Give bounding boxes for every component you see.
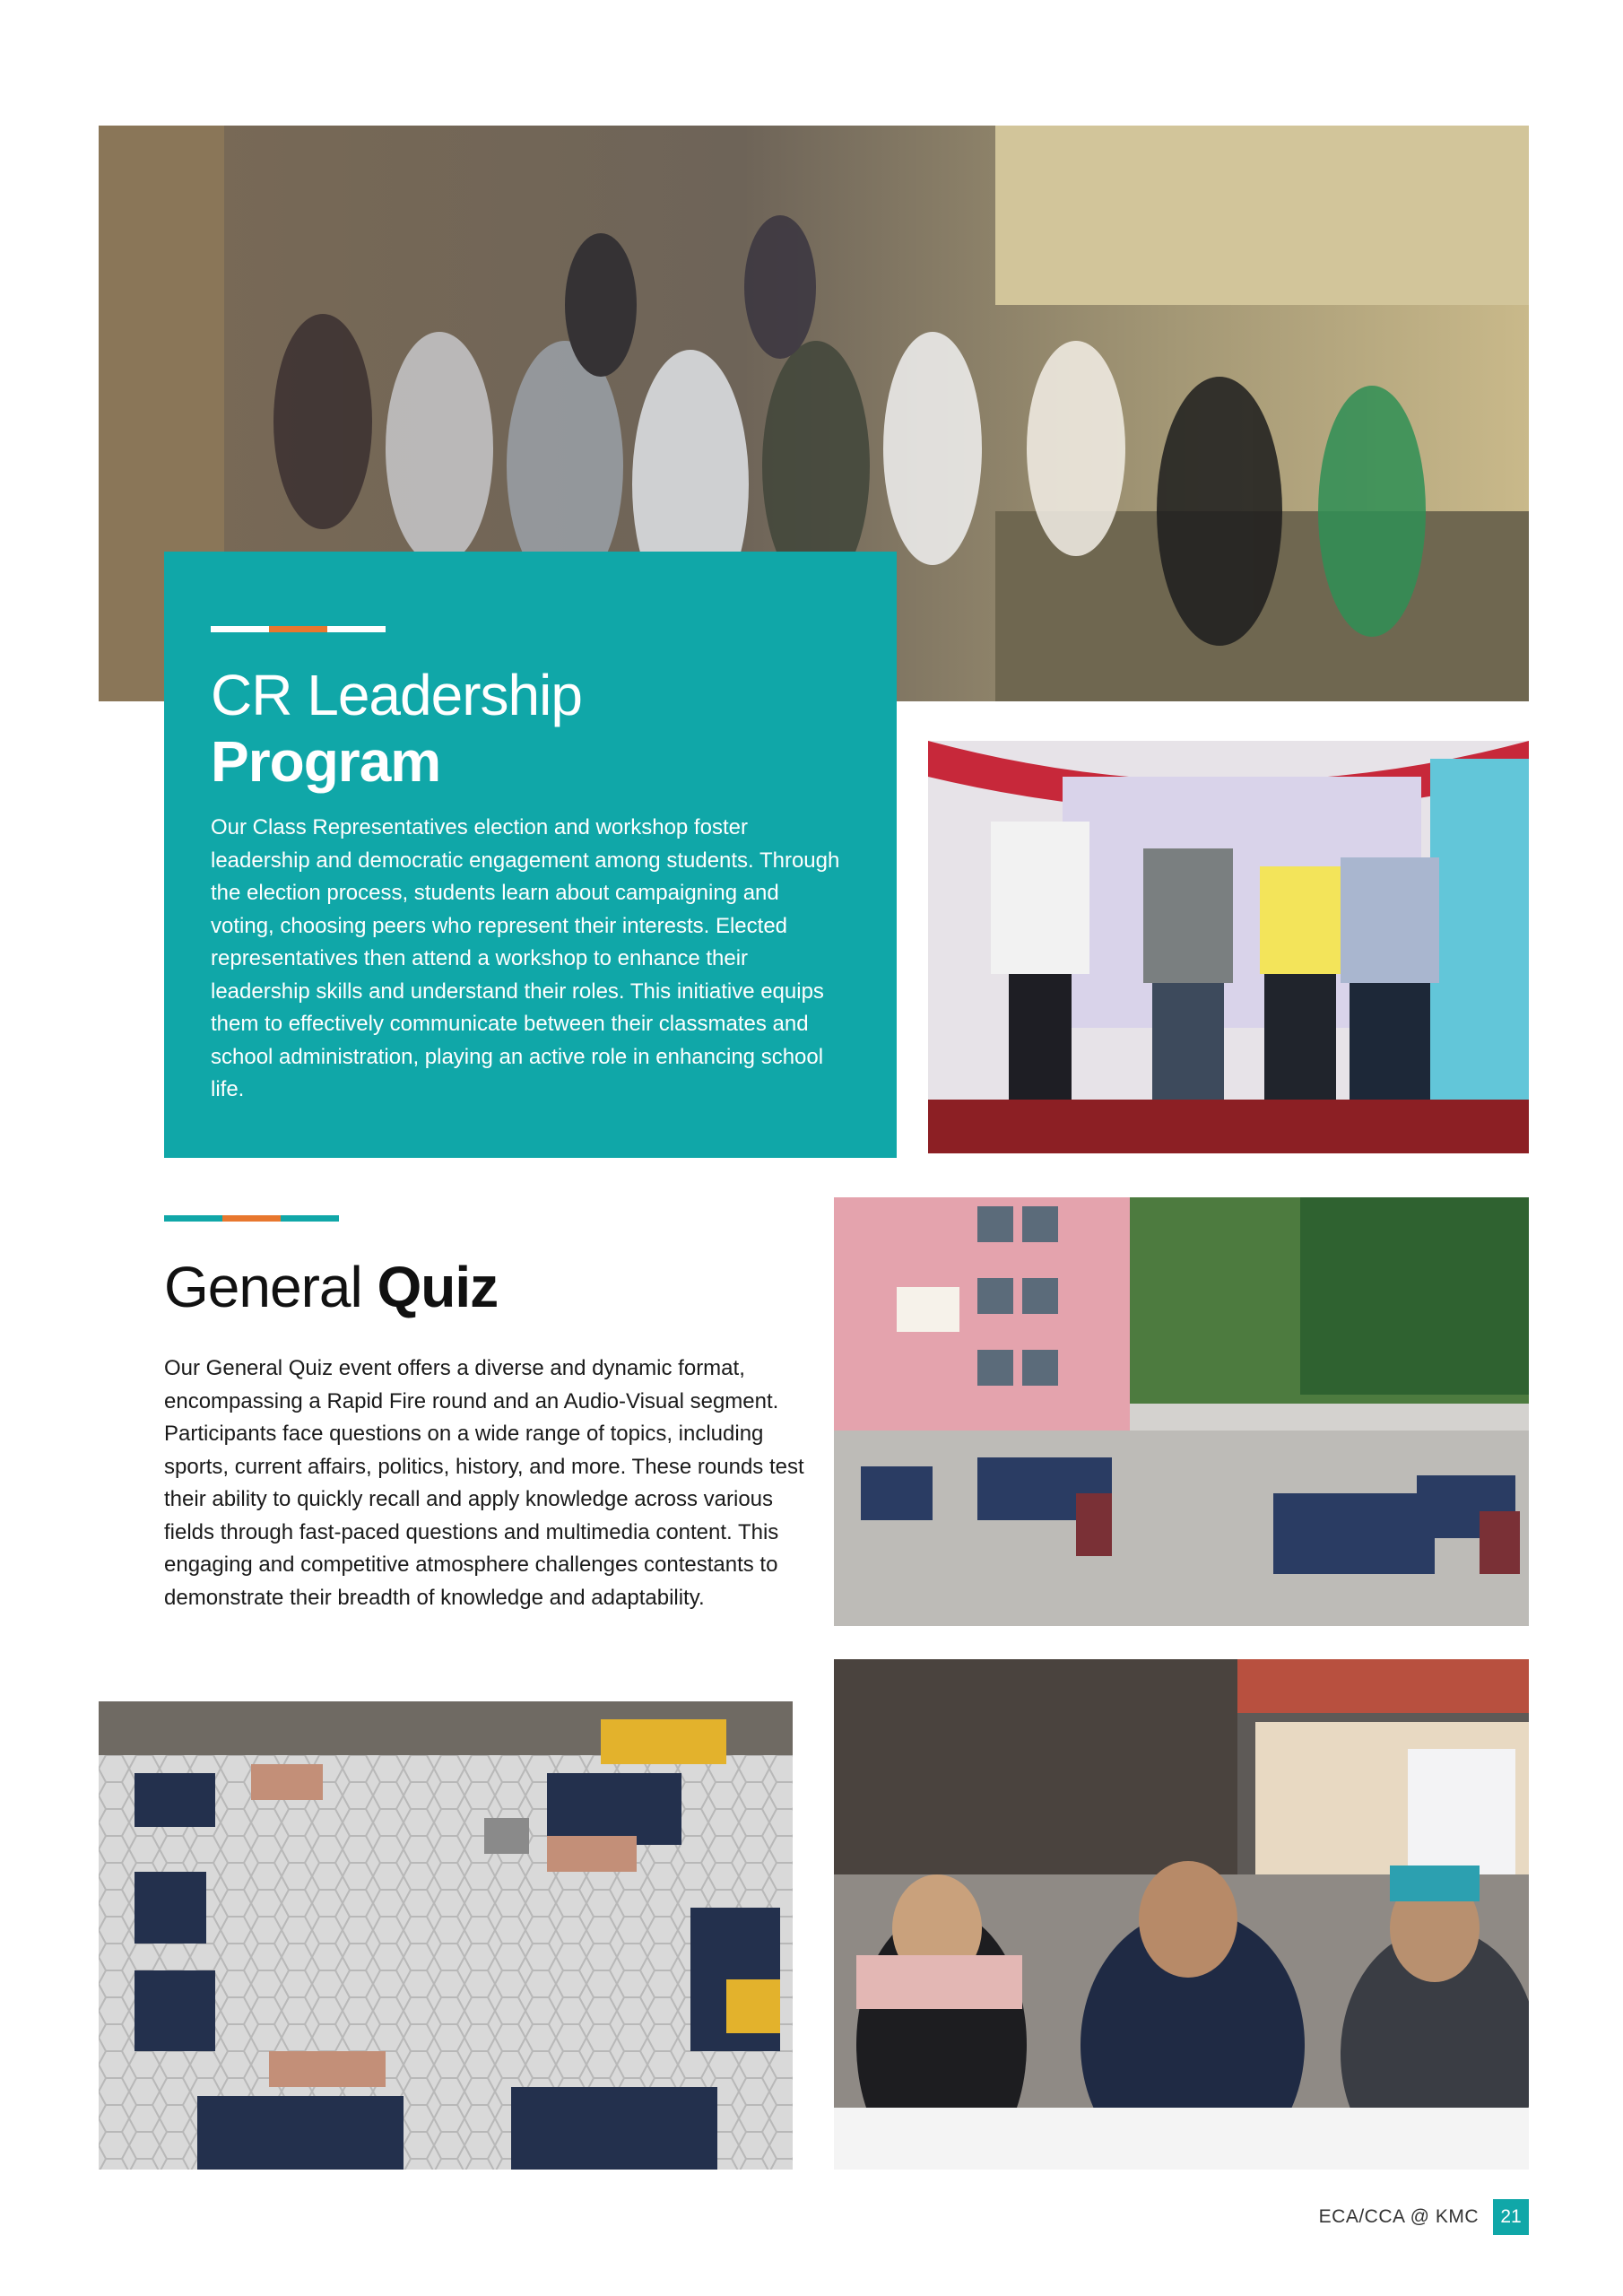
accent-bar	[211, 626, 386, 632]
footer-label: ECA/CCA @ KMC	[1318, 2206, 1479, 2227]
accent-bar	[164, 1215, 339, 1222]
quiz-title-light: General	[164, 1255, 362, 1319]
photo-stage-students	[928, 741, 1529, 1153]
cr-title-light: CR Leadership	[211, 663, 582, 727]
quiz-section-title	[164, 1256, 810, 1318]
cr-title-bold: Program	[211, 728, 441, 794]
cr-section-body: Our Class Representatives election and workshop foster leadership and democratic engagement among students. Through the election process, students learn about campaigning and voting, choosing peers who represent their interests. Elected representatives then attend a workshop to enhance their leadership skills and understand their roles. This initiative equips them to effectively communicate between their classmates and school administration, playing an active role in enhancing school life.	[211, 815, 840, 1101]
page-number: 21	[1493, 2199, 1529, 2235]
photo-overhead-quiz	[99, 1701, 793, 2170]
general-quiz-section	[164, 1215, 810, 1614]
cr-leadership-card	[164, 552, 897, 1158]
cr-section-title	[211, 663, 582, 795]
quiz-section-body: Our General Quiz event offers a diverse and dynamic format, encompassing a Rapid Fire round and an Audio-Visual segment. Participants face questions on a wide range of topics, including sports, current affairs, politics, history, and more. These rounds test their ability to quickly recall and apply knowledge across various fields through fast-paced questions and multimedia content. This engaging and competitive atmosphere challenges contestants to demonstrate their breadth of knowledge and adaptability.	[164, 1356, 804, 1610]
photo-courtyard-quiz	[834, 1197, 1529, 1626]
photo-judges-table	[834, 1659, 1529, 2170]
quiz-title-bold: Quiz	[377, 1255, 499, 1319]
page-footer	[1319, 2199, 1529, 2235]
